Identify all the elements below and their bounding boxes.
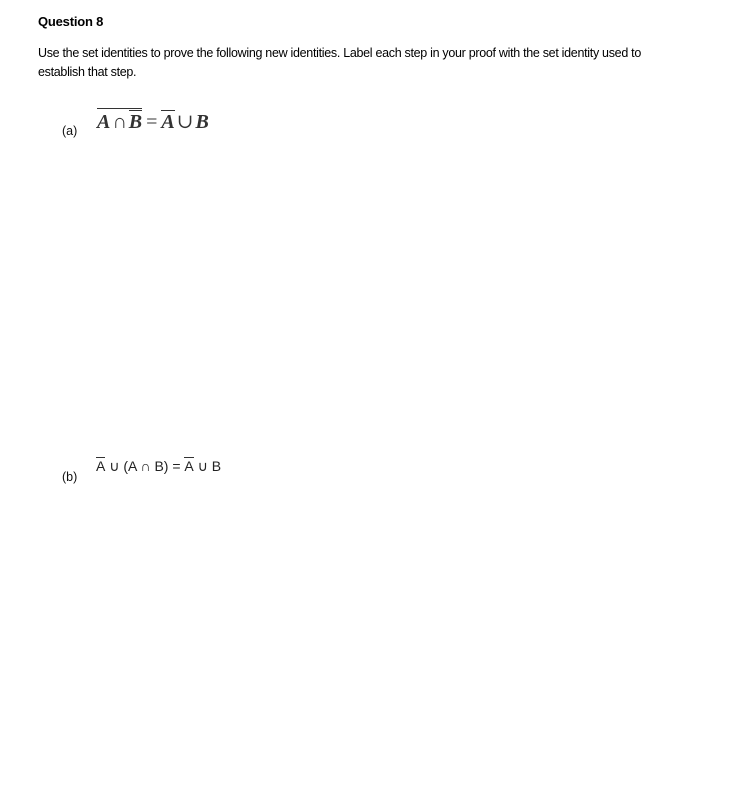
- identity-b-rhs-set1-complement: A: [184, 458, 194, 474]
- equals-sign: =: [172, 458, 181, 474]
- question-instructions: Use the set identities to prove the following new identities. Label each step in your proof with the set identity used to establish that step.: [38, 46, 641, 79]
- question-heading: Question 8: [38, 14, 104, 29]
- identity-b-paren-expression: (A ∩ B): [123, 458, 169, 474]
- equals-sign: =: [146, 111, 158, 133]
- identity-a-equation: [97, 108, 209, 134]
- identity-a-lhs-set1: A: [97, 111, 111, 133]
- union-symbol: ∪: [176, 111, 194, 133]
- identity-b-lhs-set-complement: A: [96, 458, 106, 474]
- identity-b-rhs-set2: B: [211, 458, 222, 474]
- identity-b-equation: [96, 457, 221, 475]
- identity-a-rhs-set1-complement: A: [161, 111, 175, 133]
- part-a-label: (a): [62, 124, 78, 138]
- union-symbol: ∪: [109, 458, 120, 474]
- part-b-label: (b): [62, 470, 78, 484]
- identity-a-lhs-set2-complement: B: [128, 111, 143, 133]
- union-symbol: ∪: [197, 458, 208, 474]
- identity-a-rhs-set2: B: [195, 111, 209, 133]
- intersection-symbol: ∩: [112, 111, 127, 133]
- identity-a-lhs-complement: [97, 108, 142, 134]
